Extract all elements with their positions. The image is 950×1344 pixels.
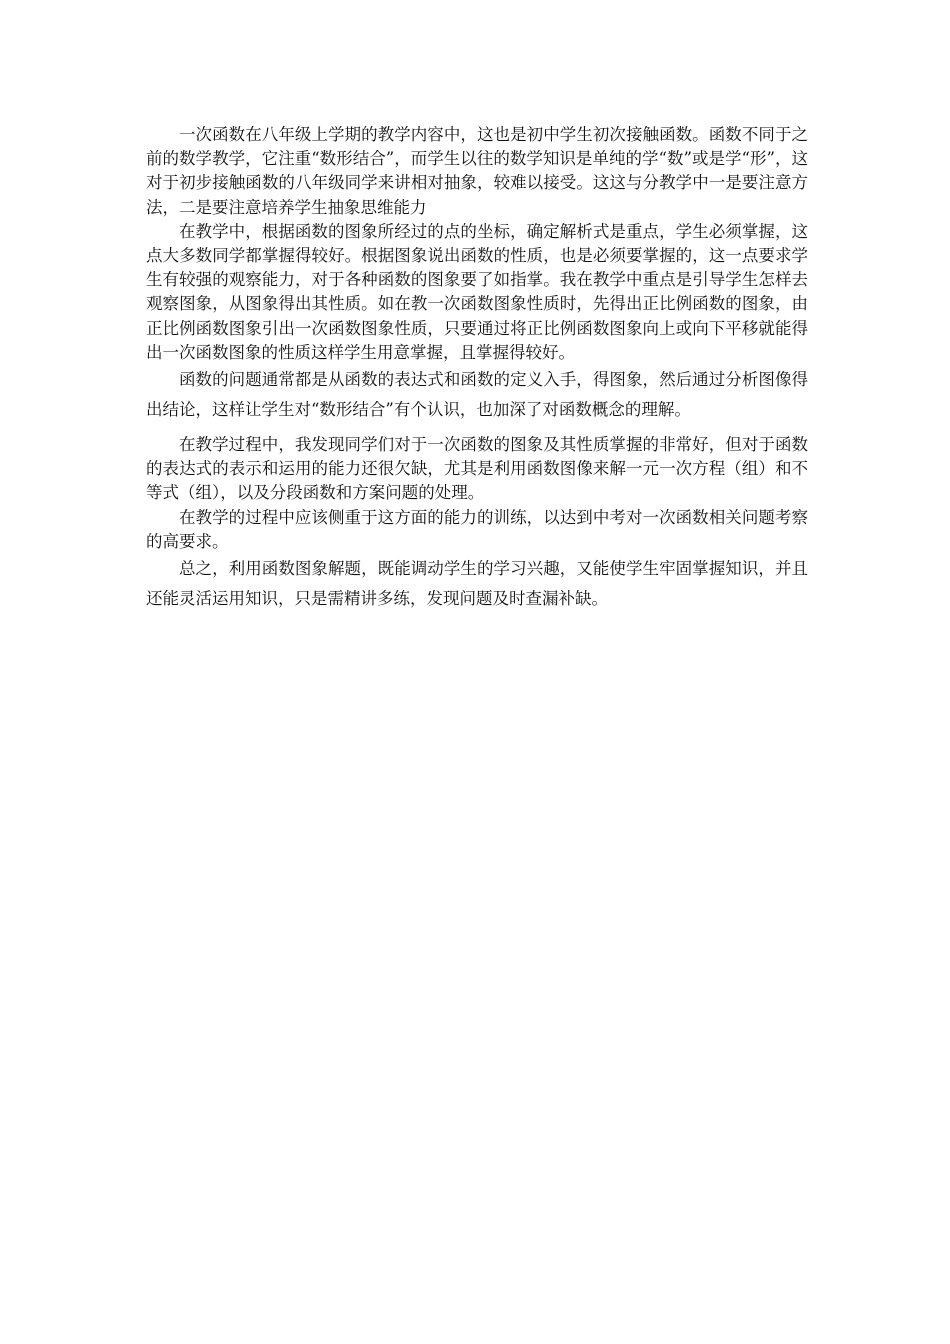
paragraph-function-problems: 函数的问题通常都是从函数的表达式和函数的定义入手，得图象，然后通过分析图像得出结论，这样让学生对“数形结合”有个认识，也加深了对函数概念的理解。 [146,370,808,420]
paragraph-teaching-focus: 在教学中，根据函数的图象所经过的点的坐标，确定解析式是重点，学生必须掌握，这点大多数同学都掌握得较好。根据图象说出函数的性质，也是必须要掌握的，这一点要求学生有较强的观察能力，对于各种函数的图象要了如指掌。我在教学中重点是引导学生怎样去观察图象，从图象得出其性质。如在教一次函数图象性质时，先得出正比例函数的图象，由正比例函数图象引出一次函数图象性质，只要通过将正比例函数图象向上或向下平移就能得出一次函数图象的性质这样学生用意掌握，且掌握得较好。 [146,221,808,362]
document-body [146,123,808,614]
paragraph-intro: 一次函数在八年级上学期的教学内容中，这也是初中学生初次接触函数。函数不同于之前的数学教学，它注重“数形结合”，而学生以往的数学知识是单纯的学“数”或是学“形”，这对于初步接触函数的八年级同学来讲相对抽象，较难以接受。这这与分教学中一是要注意方法，二是要注意培养学生抽象思维能力 [146,125,808,217]
paragraph-observation: 在教学过程中，我发现同学们对于一次函数的图象及其性质掌握的非常好，但对于函数的表达式的表示和运用的能力还很欠缺，尤其是利用函数图像来解一元一次方程（组）和不等式（组），以及分段函数和方案问题的处理。 [146,435,808,503]
paragraph-conclusion: 总之，利用函数图象解题，既能调动学生的学习兴趣，又能使学生牢固掌握知识，并且还能灵活运用知识，只是需精讲多练，发现问题及时查漏补缺。 [146,559,808,609]
paragraph-training: 在教学的过程中应该侧重于这方面的能力的训练，以达到中考对一次函数相关问题考察的高要求。 [146,507,808,551]
